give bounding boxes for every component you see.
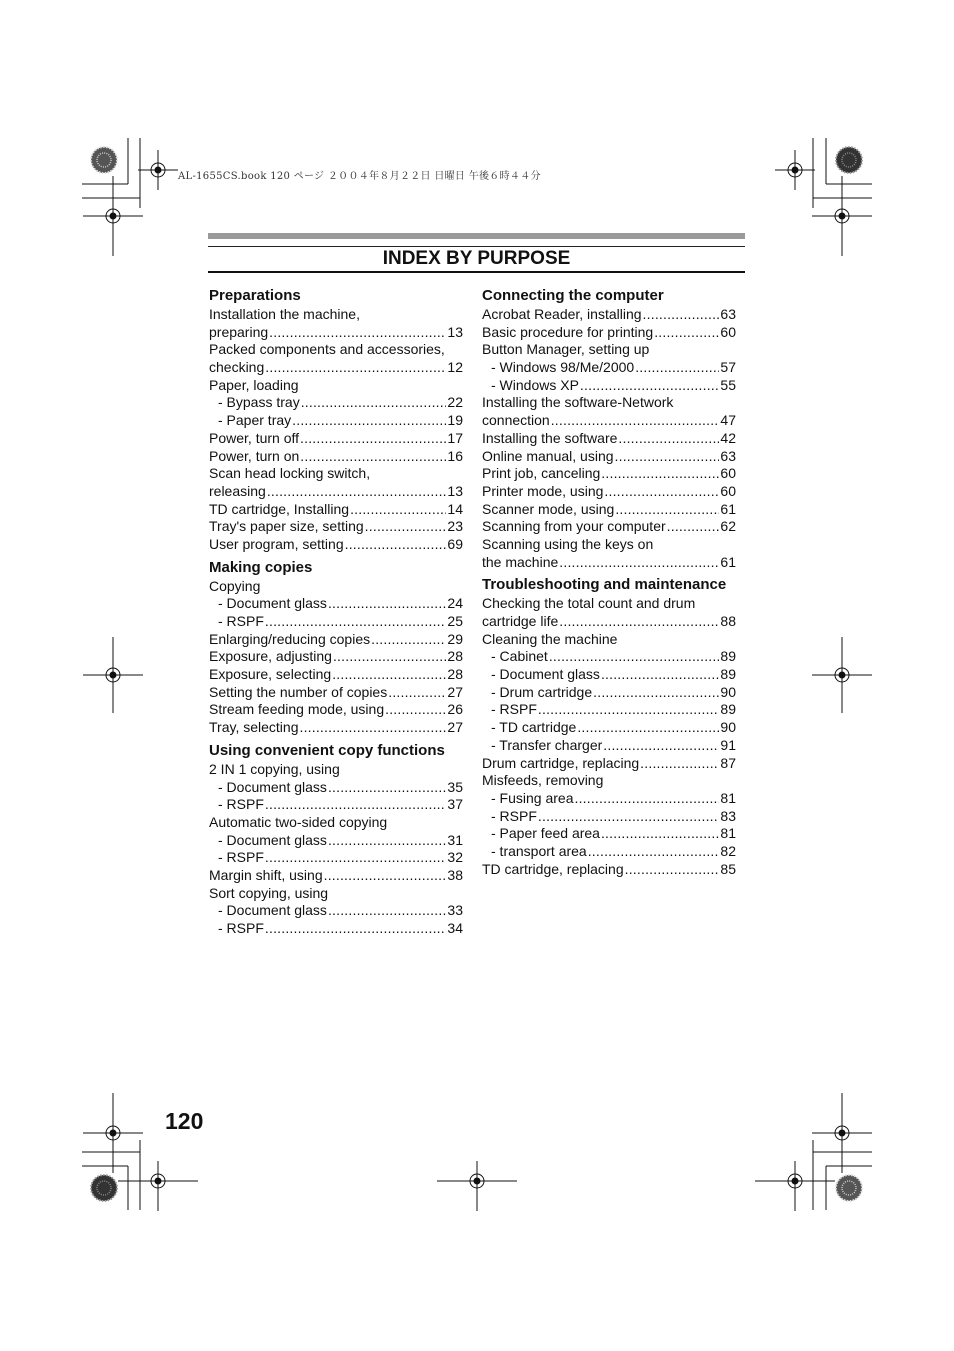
entry-label: TD cartridge, Installing (209, 500, 350, 517)
title-bar (208, 233, 745, 239)
index-section (209, 286, 463, 554)
dot-leader (615, 501, 719, 519)
dot-leader (345, 536, 447, 554)
index-entry (209, 359, 463, 377)
entry-page-number: 13 (447, 323, 463, 340)
dot-leader (328, 832, 446, 850)
index-entry (209, 684, 463, 702)
dot-leader (269, 324, 446, 342)
entry-page-number: 60 (720, 482, 736, 499)
dot-leader (574, 790, 719, 808)
index-entry (209, 430, 463, 448)
index-entry (482, 306, 736, 324)
title-rule-bottom (208, 271, 745, 273)
index-entry (482, 595, 736, 613)
page-title: INDEX BY PURPOSE (382, 248, 571, 269)
entry-page-number: 89 (720, 701, 736, 718)
index-entry (482, 465, 736, 483)
dot-leader (388, 684, 446, 702)
dot-leader (643, 306, 720, 324)
section-title: Using convenient copy functions (209, 741, 445, 759)
entry-page-number: 25 (447, 613, 463, 629)
entry-page-number: 32 (447, 849, 463, 866)
index-entry (209, 578, 463, 596)
index-entry (482, 448, 736, 466)
index-entry (482, 825, 736, 843)
entry-page-number: 81 (720, 825, 736, 842)
index-entry (209, 631, 463, 649)
entry-page-number: 13 (447, 482, 463, 499)
entry-label: Scanning using the keys on (482, 535, 654, 552)
entry-page-number: 60 (720, 465, 736, 482)
entry-page-number: 85 (720, 860, 736, 877)
dot-leader (640, 755, 719, 773)
index-entry (209, 701, 463, 719)
entry-page-number: 81 (720, 789, 736, 806)
index-entry (209, 536, 463, 554)
entry-page-number: 69 (447, 535, 463, 552)
entry-page-number: 28 (447, 666, 463, 683)
dot-leader (332, 666, 446, 684)
index-entry (482, 861, 736, 879)
index-section (209, 558, 463, 737)
entry-label: - RSPF (491, 807, 537, 824)
index-entry (209, 412, 463, 430)
dot-leader (265, 359, 446, 377)
dot-leader (577, 719, 719, 737)
entry-label: Installing the software (482, 429, 618, 446)
entry-label: Power, turn off (209, 429, 300, 446)
entry-label: Margin shift, using (209, 866, 323, 883)
index-entry (482, 359, 736, 377)
index-entry (482, 737, 736, 755)
entry-label: - Fusing area (491, 789, 574, 806)
dot-leader (538, 701, 720, 719)
entry-page-number: 34 (447, 920, 463, 936)
index-entry (482, 377, 736, 395)
entry-page-number: 27 (447, 683, 463, 700)
entry-page-number: 24 (447, 595, 463, 612)
index-entry (482, 719, 736, 737)
dot-leader (603, 737, 719, 755)
entry-label: cartridge life (482, 613, 559, 629)
entry-label: Automatic two-sided copying (209, 813, 388, 830)
entry-label: - Windows 98/Me/2000 (491, 359, 635, 376)
index-entry (209, 867, 463, 885)
index-section (482, 575, 736, 878)
entry-label: - transport area (491, 842, 587, 859)
entry-label: - Windows XP (491, 376, 579, 393)
index-entry (209, 595, 463, 613)
index-entry (209, 501, 463, 519)
entry-label: releasing (209, 482, 266, 499)
dot-leader (328, 902, 446, 920)
index-entry (209, 377, 463, 395)
dot-leader (267, 483, 447, 501)
entry-label: - RSPF (491, 701, 537, 718)
entry-label: Printer mode, using (482, 482, 604, 499)
entry-page-number: 17 (447, 429, 463, 446)
index-entry (482, 631, 736, 649)
entry-page-number: 91 (720, 736, 736, 753)
entry-page-number: 31 (447, 831, 463, 848)
entry-label: preparing (209, 323, 269, 340)
entry-page-number: 47 (720, 412, 736, 429)
entry-label: - Document glass (218, 831, 327, 848)
entry-page-number: 29 (447, 630, 463, 647)
index-entry (482, 518, 736, 536)
entry-label: Packed components and accessories, (209, 341, 445, 358)
index-entry (482, 412, 736, 430)
index-section (209, 741, 463, 938)
entry-label: 2 IN 1 copying, using (209, 760, 340, 777)
index-section (482, 286, 736, 571)
entry-page-number: 22 (447, 394, 463, 411)
index-entry (482, 755, 736, 773)
entry-label: Button Manager, setting up (482, 341, 650, 358)
dot-leader (265, 849, 447, 867)
entry-page-number: 38 (447, 866, 463, 883)
index-entry (209, 324, 463, 342)
index-entry (482, 341, 736, 359)
entry-page-number: 90 (720, 683, 736, 700)
entry-label: Acrobat Reader, installing (482, 306, 642, 322)
index-entry (209, 648, 463, 666)
entry-page-number: 42 (720, 429, 736, 446)
index-entry (482, 808, 736, 826)
entry-page-number: 14 (447, 500, 463, 517)
entry-page-number: 12 (447, 359, 463, 376)
entry-page-number: 61 (720, 500, 736, 517)
entry-page-number: 55 (720, 376, 736, 393)
dot-leader (371, 631, 446, 649)
dot-leader (635, 359, 719, 377)
entry-page-number: 16 (447, 447, 463, 464)
dot-leader (601, 666, 719, 684)
entry-label: Setting the number of copies (209, 683, 388, 700)
entry-label: Tray, selecting (209, 719, 299, 736)
dot-leader (333, 648, 446, 666)
entry-label: Scan head locking switch, (209, 465, 371, 482)
index-entry (209, 920, 463, 938)
entry-label: Scanner mode, using (482, 500, 615, 517)
entry-label: - RSPF (218, 920, 264, 936)
dot-leader (385, 701, 446, 719)
entry-label: connection (482, 412, 550, 429)
entry-page-number: 61 (720, 553, 736, 570)
entry-label: - Bypass tray (218, 394, 300, 411)
entry-page-number: 88 (720, 613, 736, 629)
dot-leader (350, 501, 446, 519)
entry-label: - Paper tray (218, 412, 292, 429)
dot-leader (580, 377, 720, 395)
entry-label: Cleaning the machine (482, 630, 618, 647)
entry-page-number: 63 (720, 447, 736, 464)
entry-page-number: 89 (720, 648, 736, 665)
index-entry (209, 796, 463, 814)
index-entry (209, 849, 463, 867)
entry-page-number: 35 (447, 778, 463, 795)
dot-leader (551, 412, 720, 430)
entry-label: Drum cartridge, replacing (482, 754, 640, 771)
entry-label: Installation the machine, (209, 306, 360, 322)
dot-leader (625, 861, 720, 879)
index-entry (482, 430, 736, 448)
section-title: Troubleshooting and maintenance (482, 576, 727, 594)
entry-page-number: 57 (720, 359, 736, 376)
dot-leader (618, 430, 719, 448)
page-number: 120 (165, 1108, 204, 1134)
dot-leader (299, 719, 446, 737)
index-entry (482, 701, 736, 719)
entry-label: - RSPF (218, 849, 264, 866)
entry-label: Copying (209, 577, 261, 594)
index-entry (482, 613, 736, 631)
entry-label: checking (209, 359, 265, 376)
entry-label: Stream feeding mode, using (209, 701, 385, 718)
entry-label: - TD cartridge (491, 719, 577, 736)
dot-leader (601, 465, 719, 483)
entry-label: Tray's paper size, setting (209, 518, 364, 535)
entry-label: Exposure, selecting (209, 666, 332, 683)
dot-leader (365, 518, 447, 536)
dot-leader (538, 808, 720, 826)
entry-label: Online manual, using (482, 447, 614, 464)
index-entry (482, 554, 736, 572)
index-column-right (482, 286, 736, 882)
entry-label: Print job, canceling (482, 465, 601, 482)
index-entry (482, 684, 736, 702)
entry-label: - Document glass (218, 778, 327, 795)
dot-leader (265, 920, 447, 938)
entry-page-number: 37 (447, 796, 463, 813)
index-entry (209, 666, 463, 684)
entry-label: Exposure, adjusting (209, 648, 332, 665)
entry-page-number: 33 (447, 902, 463, 919)
index-entry (209, 779, 463, 797)
entry-page-number: 89 (720, 666, 736, 683)
entry-page-number: 83 (720, 807, 736, 824)
index-entry (209, 761, 463, 779)
index-entry (209, 832, 463, 850)
dot-leader (667, 518, 720, 536)
entry-label: the machine (482, 553, 559, 570)
book-info-header: AL-1655CS.book 120 ページ ２００４年８月２２日 日曜日 午後６時４４分 (178, 171, 541, 182)
index-entry (209, 613, 463, 631)
dot-leader (588, 843, 720, 861)
entry-label: Basic procedure for printing (482, 323, 654, 340)
entry-label: Power, turn on (209, 447, 300, 464)
entry-label: - Cabinet (491, 648, 548, 665)
entry-label: Paper, loading (209, 376, 299, 393)
dot-leader (593, 684, 719, 702)
index-entry (482, 483, 736, 501)
entry-label: Misfeeds, removing (482, 772, 604, 789)
index-entry (209, 306, 463, 324)
entry-label: - Document glass (218, 595, 327, 612)
entry-label: - RSPF (218, 796, 264, 813)
entry-label: Sort copying, using (209, 884, 329, 901)
entry-page-number: 87 (720, 754, 736, 771)
dot-leader (328, 779, 446, 797)
entry-label: - Transfer charger (491, 736, 603, 753)
dot-leader (604, 483, 719, 501)
section-title: Preparations (209, 287, 301, 304)
dot-leader (559, 554, 719, 572)
entry-page-number: 19 (447, 412, 463, 429)
index-entry (209, 483, 463, 501)
entry-label: Scanning from your computer (482, 518, 666, 535)
index-entry (482, 843, 736, 861)
entry-label: User program, setting (209, 535, 344, 552)
entry-page-number: 28 (447, 648, 463, 665)
dot-leader (601, 825, 719, 843)
entry-page-number: 82 (720, 842, 736, 859)
index-entry (209, 465, 463, 483)
dot-leader (324, 867, 447, 885)
index-entry (209, 885, 463, 903)
entry-label: - RSPF (218, 613, 264, 629)
dot-leader (265, 613, 447, 631)
entry-page-number: 62 (720, 518, 736, 535)
dot-leader (328, 595, 446, 613)
index-entry (482, 394, 736, 412)
entry-page-number: 23 (447, 518, 463, 535)
entry-label: - Document glass (491, 666, 600, 683)
dot-leader (615, 448, 720, 466)
entry-label: TD cartridge, replacing (482, 860, 624, 877)
index-entry (209, 902, 463, 920)
dot-leader (654, 324, 719, 342)
entry-label: - Paper feed area (491, 825, 600, 842)
dot-leader (559, 613, 719, 631)
entry-label: Installing the software-Network (482, 394, 674, 411)
index-entry (482, 501, 736, 519)
index-entry (482, 666, 736, 684)
index-entry (209, 814, 463, 832)
entry-label: Enlarging/reducing copies (209, 630, 371, 647)
index-entry (209, 719, 463, 737)
section-title: Connecting the computer (482, 287, 664, 304)
index-entry (209, 341, 463, 359)
entry-label: Checking the total count and drum (482, 595, 696, 612)
entry-page-number: 63 (720, 306, 736, 322)
index-entry (482, 536, 736, 554)
index-entry (209, 448, 463, 466)
dot-leader (300, 448, 446, 466)
index-entry (209, 518, 463, 536)
entry-page-number: 26 (447, 701, 463, 718)
dot-leader (265, 796, 447, 814)
entry-label: - Drum cartridge (491, 683, 593, 700)
entry-page-number: 60 (720, 323, 736, 340)
index-entry (209, 394, 463, 412)
index-entry (482, 324, 736, 342)
index-entry (482, 790, 736, 808)
entry-page-number: 90 (720, 719, 736, 736)
index-column-left (209, 286, 463, 942)
dot-leader (300, 430, 446, 448)
index-entry (482, 648, 736, 666)
entry-page-number: 27 (447, 719, 463, 736)
dot-leader (301, 394, 447, 412)
index-entry (482, 772, 736, 790)
section-title: Making copies (209, 558, 313, 576)
dot-leader (292, 412, 446, 430)
entry-label: - Document glass (218, 902, 327, 919)
dot-leader (549, 648, 720, 666)
